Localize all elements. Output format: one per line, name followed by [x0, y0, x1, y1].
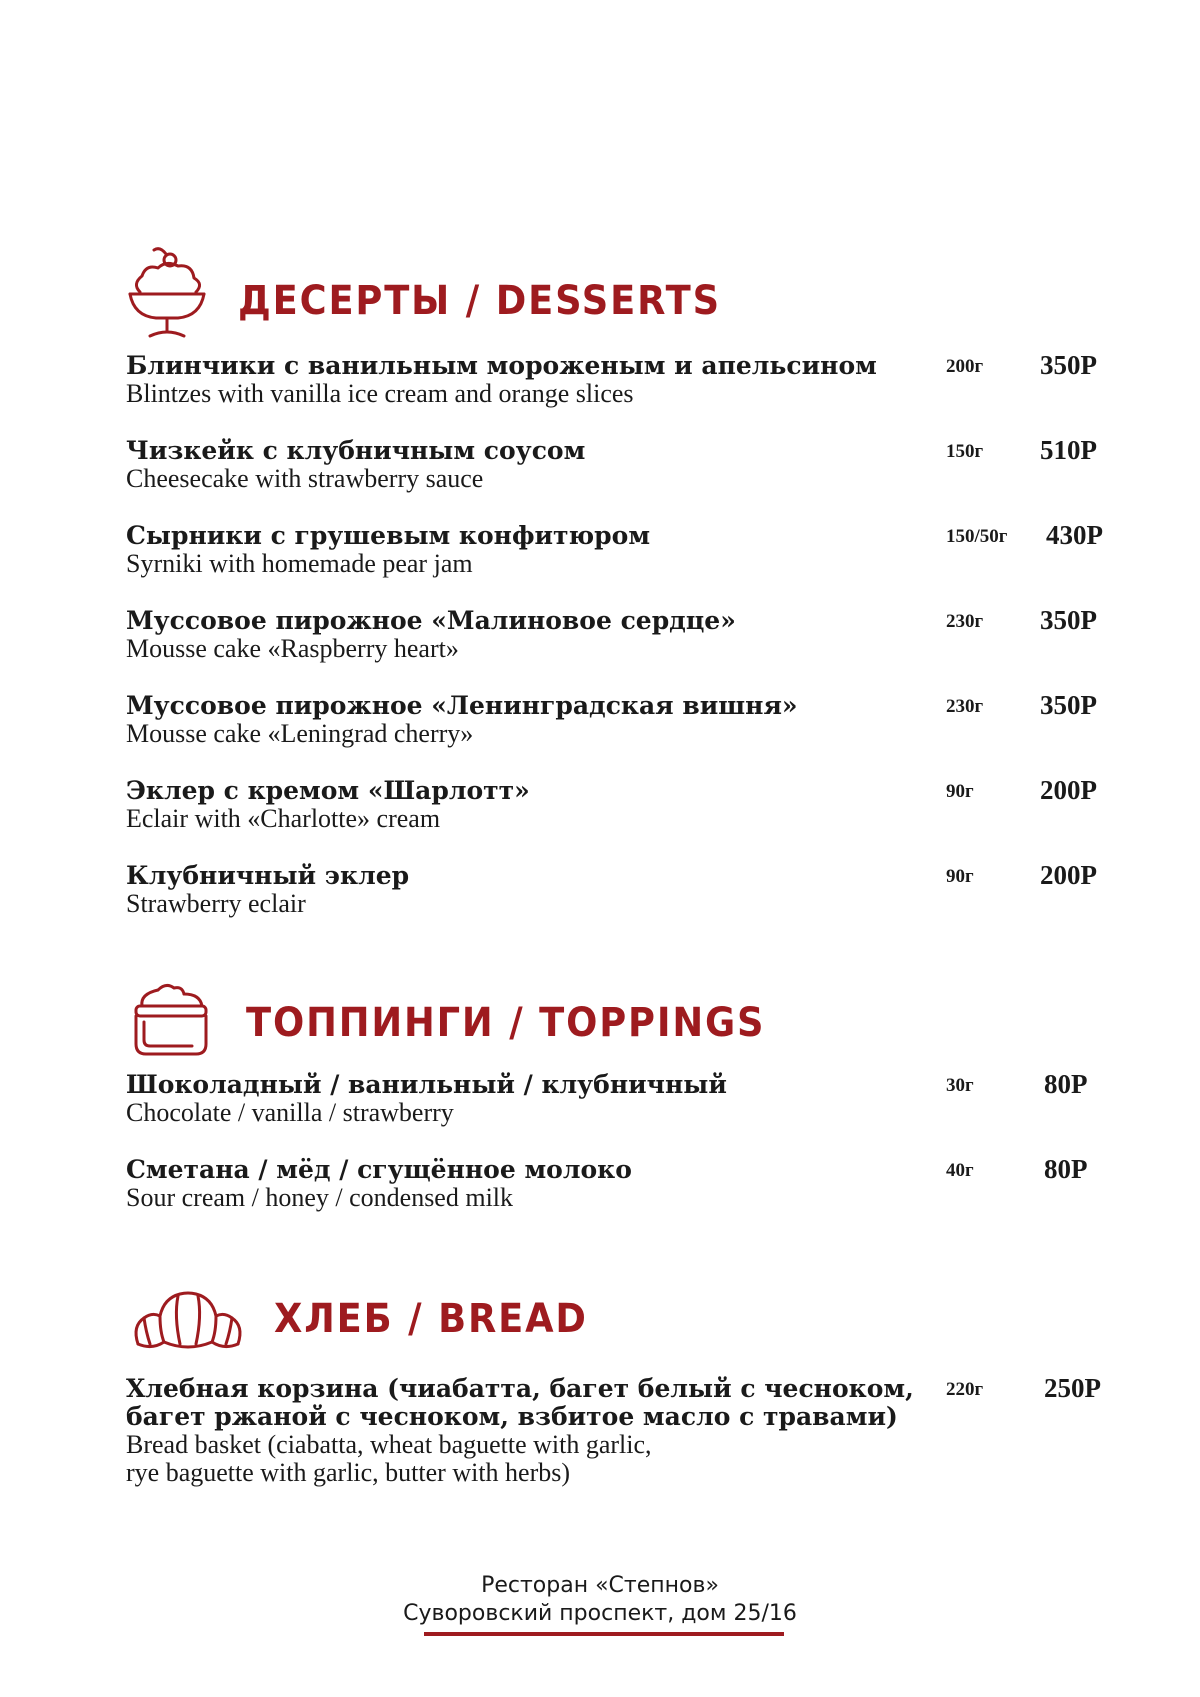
- item-name-ru: Муссовое пирожное «Ленинградская вишня»: [126, 691, 798, 720]
- restaurant-footer: [0, 1572, 1200, 1628]
- menu-item: [126, 692, 1126, 748]
- item-price: 350Р: [1040, 690, 1097, 720]
- item-name-en: Strawberry eclair: [126, 889, 306, 918]
- item-name-ru: Чизкейк с клубничным соусом: [126, 436, 586, 465]
- item-name-ru: Клубничный эклер: [126, 861, 410, 890]
- croissant-icon: [130, 1286, 246, 1356]
- item-name-en: Bread basket (ciabatta, wheat baguette with garlic,: [126, 1430, 652, 1459]
- item-name-ru: Шоколадный / ванильный / клубничный: [126, 1070, 727, 1099]
- menu-item: [126, 437, 1126, 493]
- section-title-bread: ХЛЕБ / BREAD: [274, 1296, 588, 1342]
- menu-item: [126, 862, 1126, 918]
- item-name-ru: Сметана / мёд / сгущённое молоко: [126, 1155, 632, 1184]
- item-price: 350Р: [1040, 350, 1097, 380]
- menu-item: [126, 1071, 1126, 1127]
- item-name-en: Chocolate / vanilla / strawberry: [126, 1098, 454, 1127]
- item-weight: 220г: [946, 1379, 984, 1400]
- cream-bowl-icon: [130, 980, 210, 1060]
- item-name-en: Mousse cake «Raspberry heart»: [126, 634, 459, 663]
- menu-item: [126, 1156, 1126, 1212]
- item-weight: 230г: [946, 611, 984, 632]
- item-weight: 30г: [946, 1075, 974, 1096]
- item-name-ru: Муссовое пирожное «Малиновое сердце»: [126, 606, 736, 635]
- restaurant-name: Ресторан «Степнов»: [481, 1573, 719, 1598]
- menu-item: [126, 522, 1126, 578]
- item-price: 350Р: [1040, 605, 1097, 635]
- item-price: 250Р: [1044, 1373, 1101, 1403]
- footer-divider: [424, 1632, 784, 1636]
- item-name-ru: Хлебная корзина (чиабатта, багет белый с чесноком,: [126, 1374, 914, 1403]
- item-weight: 150/50г: [946, 526, 1008, 547]
- item-weight: 90г: [946, 866, 974, 887]
- item-name-ru: Блинчики с ванильным мороженым и апельсином: [126, 351, 877, 380]
- item-weight: 90г: [946, 781, 974, 802]
- menu-item: [126, 607, 1126, 663]
- item-name-en: Eclair with «Charlotte» cream: [126, 804, 441, 833]
- item-price: 80Р: [1044, 1154, 1088, 1184]
- item-price: 430Р: [1046, 520, 1103, 550]
- item-name-ru: Сырники с грушевым конфитюром: [126, 521, 651, 550]
- item-price: 200Р: [1040, 775, 1097, 805]
- item-weight: 40г: [946, 1160, 974, 1181]
- bread-header: [130, 1286, 615, 1356]
- item-price: 200Р: [1040, 860, 1097, 890]
- menu-item: [126, 777, 1126, 833]
- item-name-ru: багет ржаной с чесноком, взбитое масло с травами): [126, 1402, 898, 1431]
- item-weight: 150г: [946, 441, 984, 462]
- item-name-ru: Эклер с кремом «Шарлотт»: [126, 776, 530, 805]
- item-name-en: Cheesecake with strawberry sauce: [126, 464, 484, 493]
- section-title-toppings: ТОППИНГИ / TOPPINGS: [246, 1000, 766, 1046]
- ice-cream-icon: [126, 246, 208, 342]
- item-name-en: Syrniki with homemade pear jam: [126, 549, 473, 578]
- item-name-en: Sour cream / honey / condensed milk: [126, 1183, 514, 1212]
- toppings-header: [130, 980, 811, 1060]
- desserts-header: [126, 246, 763, 342]
- item-name-en: Blintzes with vanilla ice cream and orange slices: [126, 379, 634, 408]
- section-title-desserts: ДЕСЕРТЫ / DESSERTS: [238, 278, 721, 324]
- item-weight: 200г: [946, 356, 984, 377]
- menu-item: [126, 1375, 1126, 1487]
- item-price: 80Р: [1044, 1069, 1088, 1099]
- item-name-en: rye baguette with garlic, butter with herbs): [126, 1458, 571, 1487]
- restaurant-address: Суворовский проспект, дом 25/16: [403, 1601, 797, 1626]
- item-price: 510Р: [1040, 435, 1097, 465]
- item-name-en: Mousse cake «Leningrad cherry»: [126, 719, 474, 748]
- item-weight: 230г: [946, 696, 984, 717]
- menu-item: [126, 352, 1126, 408]
